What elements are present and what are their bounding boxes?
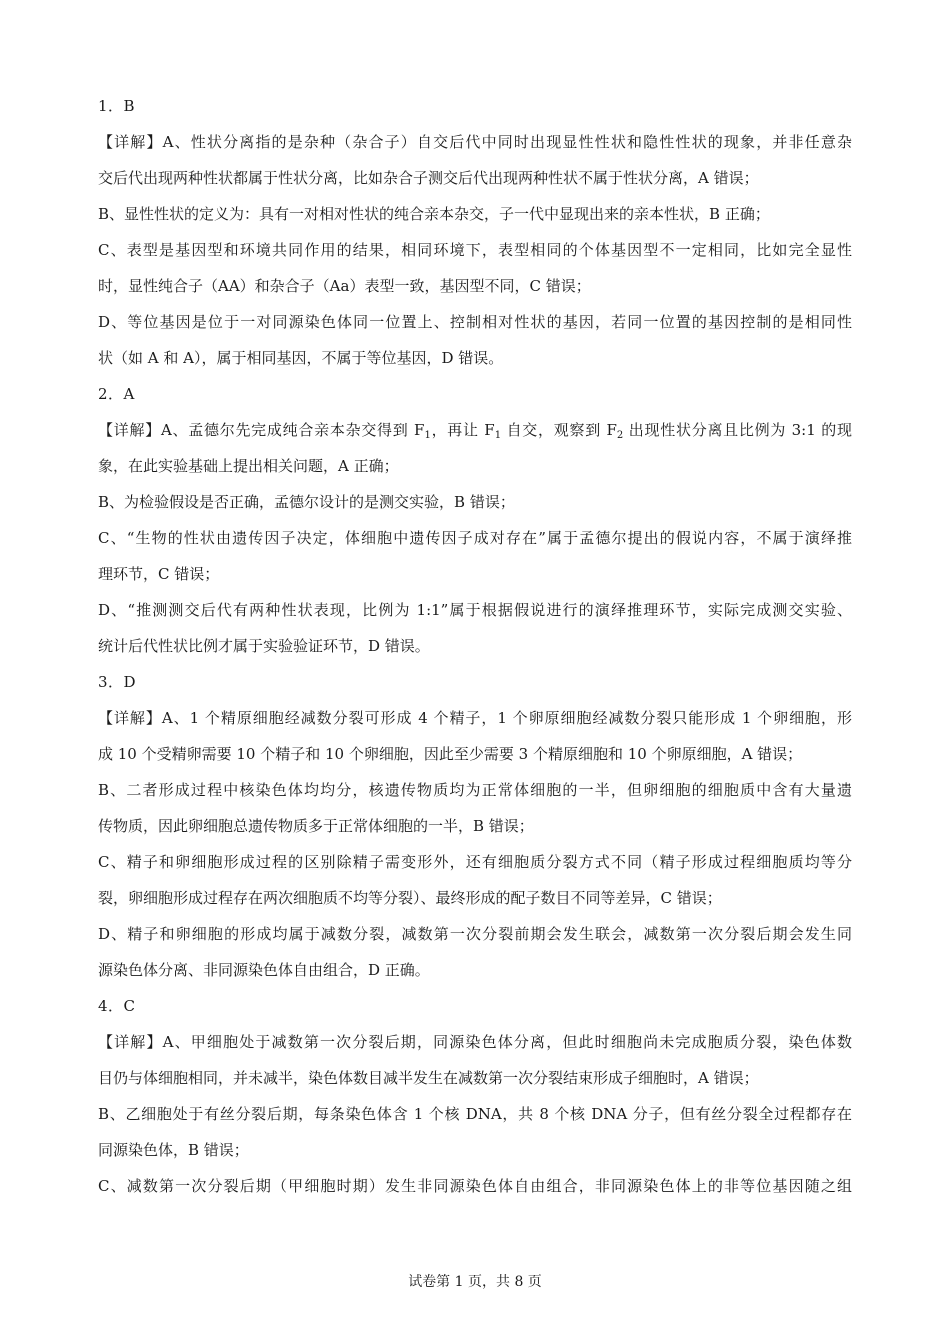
explanation-line: 源染色体分离、非同源染色体自由组合，D 正确。 [98,961,430,979]
explanation-line-with-subscripts [98,420,852,440]
explanation-line: 目仍与体细胞相同，并未减半，染色体数目减半发生在减数第一次分裂结束形成子细胞时，A 错误； [98,1069,759,1087]
explanation-line: B、二者形成过程中核染色体均均分，核遗传物质均为正常体细胞的一半，但卵细胞的细胞质中含有大量遗 [98,781,852,799]
text-segment: 出现性状分离且比例为 3:1 的现 [623,421,852,439]
explanation-line: 统计后代性状比例才属于实验验证环节，D 错误。 [98,637,430,655]
answer-3-label: 3．D [98,673,137,691]
text-segment: 自交，观察到 F [501,421,617,439]
answer-4-label: 4．C [98,997,136,1015]
explanation-line: 传物质，因此卵细胞总遗传物质多于正常体细胞的一半，B 错误； [98,817,534,835]
subscript: 1 [424,430,431,440]
explanation-line: C、“生物的性状由遗传因子决定，体细胞中遗传因子成对存在”属于孟德尔提出的假说内容，不属于演绎推 [98,529,852,547]
explanation-line: D、精子和卵细胞的形成均属于减数分裂，减数第一次分裂前期会发生联会，减数第一次分裂后期会发生同 [98,925,852,943]
explanation-line: B、乙细胞处于有丝分裂后期，每条染色体含 1 个核 DNA，共 8 个核 DNA 分子，但有丝分裂全过程都存在 [98,1105,852,1123]
explanation-line: C、减数第一次分裂后期（甲细胞时期）发生非同源染色体自由组合，非同源染色体上的非等位基因随之组 [98,1177,852,1195]
explanation-line: 【详解】A、甲细胞处于减数第一次分裂后期，同源染色体分离，但此时细胞尚未完成胞质分裂，染色体数 [98,1033,852,1051]
explanation-line: 时，显性纯合子（AA）和杂合子（Aa）表型一致，基因型不同，C 错误； [98,277,591,295]
answer-1-label: 1．B [98,97,136,115]
explanation-line: 【详解】A、1 个精原细胞经减数分裂可形成 4 个精子，1 个卵原细胞经减数分裂只能形成 1 个卵细胞，形 [98,709,852,727]
explanation-line: 同源染色体，B 错误； [98,1141,249,1159]
text-segment: 【详解】A、孟德尔先完成纯合亲本杂交得到 F [98,421,425,439]
explanation-line: 成 10 个受精卵需要 10 个精子和 10 个卵细胞，因此至少需要 3 个精原细胞和 10 个卵原细胞，A 错误； [98,745,803,763]
text-segment: ，再让 F [430,421,495,439]
explanation-line: B、为检验假设是否正确，孟德尔设计的是测交实验，B 错误； [98,493,515,511]
explanation-line: 裂，卵细胞形成过程存在两次细胞质不均等分裂）、最终形成的配子数目不同等差异，C 错误； [98,889,722,907]
answer-2-label: 2．A [98,385,135,403]
subscript: 1 [494,430,502,440]
explanation-line: D、等位基因是位于一对同源染色体同一位置上、控制相对性状的基因，若同一位置的基因控制的是相同性 [98,313,852,331]
page-footer: 试卷第 1 页，共 8 页 [408,1274,542,1290]
explanation-line: C、精子和卵细胞形成过程的区别除精子需变形外，还有细胞质分裂方式不同（精子形成过程细胞质均等分 [98,853,852,871]
explanation-line: B、显性性状的定义为：具有一对相对性状的纯合亲本杂交，子一代中显现出来的亲本性状，B 正确； [98,205,770,223]
explanation-line: C、表型是基因型和环境共同作用的结果，相同环境下，表型相同的个体基因型不一定相同，比如完全显性 [98,241,852,259]
explanation-line: 理环节，C 错误； [98,565,220,583]
explanation-line: 交后代出现两种性状都属于性状分离，比如杂合子测交后代出现两种性状不属于性状分离，A 错误； [98,169,759,187]
subscript: 2 [616,430,624,440]
explanation-line: D、“推测测交后代有两种性状表现，比例为 1:1”属于根据假说进行的演绎推理环节，实际完成测交实验、 [98,601,852,619]
explanation-line: 象，在此实验基础上提出相关问题，A 正确； [98,457,399,475]
explanation-line: 【详解】A、性状分离指的是杂种（杂合子）自交后代中同时出现显性性状和隐性性状的现象，并非任意杂 [98,133,852,151]
explanation-line: 状（如 A 和 A），属于相同基因，不属于等位基因，D 错误。 [98,349,504,367]
